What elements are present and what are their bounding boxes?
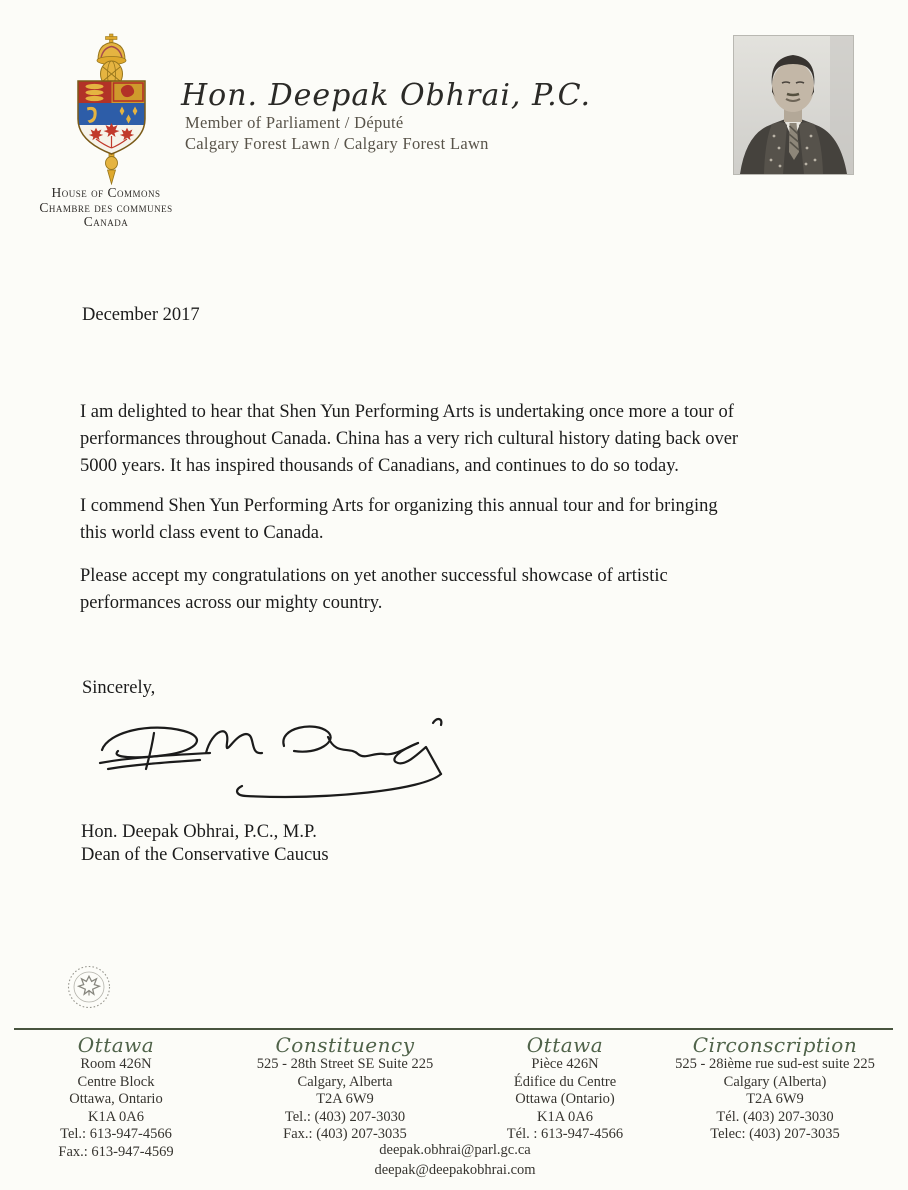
footer-column-header: Ottawa (526, 1033, 604, 1057)
footer-line: Pièce 426N (531, 1056, 599, 1072)
portrait-photo (733, 35, 854, 175)
paragraph-2-line-2: this world class event to Canada. (80, 523, 324, 543)
org-line-canada: Canada (83, 214, 129, 229)
footer-line: 525 - 28th Street SE Suite 225 (256, 1056, 434, 1072)
eco-logo-maple-leaf-seal-icon (66, 964, 112, 1010)
paragraph-2 (80, 493, 810, 547)
paragraph-1-line-2: performances throughout Canada. China has a very rich cultural history dating back over (80, 429, 739, 449)
paragraph-3-line-1: Please accept my congratulations on yet another successful showcase of artistic (80, 566, 668, 586)
footer-line: Ottawa, Ontario (69, 1091, 163, 1107)
footer-line: K1A 0A6 (537, 1108, 593, 1125)
footer-line: Édifice du Centre (513, 1073, 617, 1090)
footer-line: Tél. (403) 207-3030 (716, 1108, 834, 1125)
footer-line: Telec: (403) 207-3035 (710, 1126, 840, 1142)
footer-column-header: Ottawa (77, 1033, 155, 1057)
email-personal: deepak@deepakobhrai.com (374, 1162, 536, 1178)
signer-name: Hon. Deepak Obhrai, P.C., M.P. (81, 822, 317, 842)
footer-column-ottawa-fr (468, 1034, 662, 1144)
closing-salutation: Sincerely, (82, 678, 156, 698)
footer-line: Calgary (Alberta) (723, 1073, 827, 1090)
footer-column-ottawa-en (30, 1034, 202, 1161)
letterhead-role: Member of Parliament / Député (185, 113, 404, 132)
signer-title: Dean of the Conservative Caucus (81, 845, 329, 865)
paragraph-2-line-1: I commend Shen Yun Performing Arts for organizing this annual tour and for bringing (80, 496, 718, 516)
footer-column-header: Circonscription (692, 1033, 858, 1057)
org-name-block (8, 186, 204, 230)
footer-line: T2A 6W9 (746, 1091, 804, 1107)
org-line-chambre-des-communes: Chambre des communes (39, 199, 173, 215)
footer-line: Centre Block (77, 1073, 155, 1090)
footer-line: Tel.: (403) 207-3030 (284, 1108, 406, 1125)
footer-line: Fax.: (403) 207-3035 (283, 1126, 407, 1142)
letterhead-riding: Calgary Forest Lawn / Calgary Forest Lawn (185, 134, 489, 153)
paragraph-1 (80, 399, 810, 480)
handwritten-signature-icon (88, 706, 448, 811)
paragraph-3-line-2: performances across our mighty country. (80, 593, 383, 613)
email-parl: deepak.obhrai@parl.gc.ca (379, 1142, 531, 1158)
paragraph-1-line-3: 5000 years. It has inspired thousands of Canadians, and continues to do so today. (80, 456, 679, 476)
footer-line: Calgary, Alberta (297, 1073, 393, 1090)
footer-column-header: Constituency (275, 1033, 415, 1057)
footer-line: T2A 6W9 (316, 1091, 374, 1107)
footer-column-constituency (213, 1034, 477, 1144)
paragraph-1-line-1: I am delighted to hear that Shen Yun Performing Arts is undertaking once more a tour of (80, 402, 734, 422)
footer-line: Tél. : 613-947-4566 (506, 1126, 624, 1142)
footer-divider-rule (14, 1028, 893, 1030)
footer-line: Room 426N (80, 1056, 152, 1072)
footer-line: Fax.: 613-947-4569 (58, 1143, 174, 1160)
house-of-commons-crest-icon (56, 33, 168, 185)
letterhead-name: Hon. Deepak Obhrai, P.C. (181, 78, 592, 113)
footer-line: K1A 0A6 (88, 1108, 144, 1125)
paragraph-3 (80, 563, 810, 617)
date-line: December 2017 (82, 305, 200, 325)
footer-line: Ottawa (Ontario) (515, 1091, 615, 1107)
org-line-house-of-commons: House of Commons (51, 185, 161, 200)
footer-emails (299, 1140, 611, 1180)
footer-column-circonscription (648, 1034, 902, 1144)
footer-line: Tel.: 613-947-4566 (60, 1126, 172, 1142)
footer-line: 525 - 28ième rue sud-est suite 225 (675, 1056, 875, 1072)
